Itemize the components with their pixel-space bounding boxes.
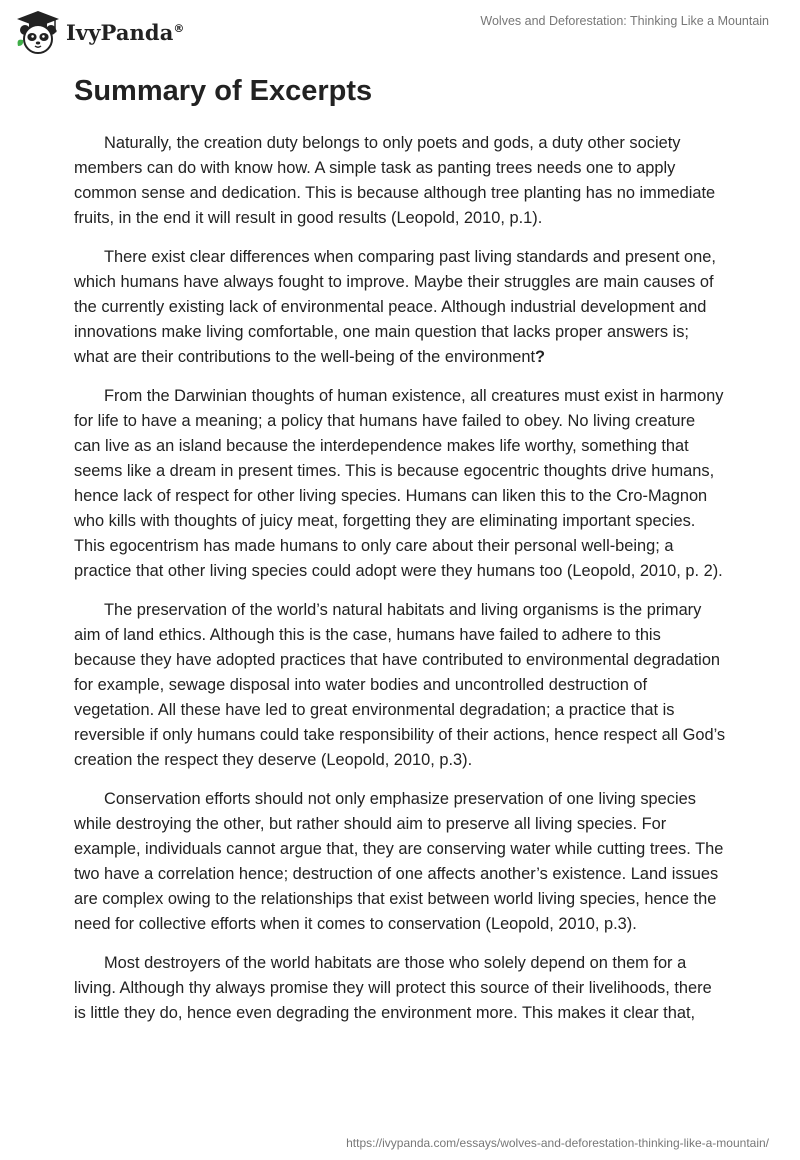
paragraph-2 <box>74 245 726 370</box>
document-title: Wolves and Deforestation: Thinking Like a Mountain <box>480 14 769 28</box>
paragraph-4: The preservation of the world’s natural habitats and living organisms is the primary aim of land ethics. Although this is the case, humans have failed to adhere to this because they have adopted practices that have contributed to environmental degradation for example, sewage disposal into water bodies and uncontrolled destruction of vegetation. All these have led to great environmental degradation; a practice that is reversible if only humans could take responsibility of their actions, hence respect all God’s creation the respect they deserve (Leopold, 2010, p.3). <box>74 601 726 769</box>
ivypanda-logo[interactable] <box>14 8 185 56</box>
registered-mark: ® <box>173 21 185 35</box>
source-url[interactable]: https://ivypanda.com/essays/wolves-and-deforestation-thinking-like-a-mountain/ <box>346 1136 769 1150</box>
question-mark: ? <box>535 348 546 366</box>
brand-name: IvyPanda® <box>66 19 185 45</box>
paragraph-5: Conservation efforts should not only emphasize preservation of one living species while destroying the other, but rather should aim to preserve all living species. For example, individuals cannot argue that, they are conserving water while cutting trees. The two have a correlation hence; destruction of one affects another’s existence. Land issues are complex owing to the relationships that exist between world living species, hence the need for collective efforts when it comes to conservation (Leopold, 2010, p.3). <box>74 790 724 933</box>
paragraph-6: Most destroyers of the world habitats are those who solely depend on them for a living. Although thy always promise they will protect this source of their livelihoods, there is little they do, hence even degrading the environment more. This makes it clear that, <box>74 954 712 1022</box>
paragraph-2-text: There exist clear differences when comparing past living standards and present one, which humans have always fought to improve. Maybe their struggles are main causes of the currently existing lack of environmental peace. Although industrial development and innovations make living comfortable, one main question that lacks proper answers is; what are their contributions to the well-being of the environment <box>74 248 716 366</box>
panda-graduate-icon <box>14 8 62 56</box>
paragraph-1: Naturally, the creation duty belongs to only poets and gods, a duty other society members can do with know how. A simple task as panting trees needs one to apply common sense and dedication. This is because although tree planting has no immediate fruits, in the end it will result in good results (Leopold, 2010, p.1). <box>74 134 716 227</box>
page-header <box>0 0 800 60</box>
section-heading: Summary of Excerpts <box>74 75 373 107</box>
essay-content <box>74 72 726 1040</box>
paragraph-3: From the Darwinian thoughts of human existence, all creatures must exist in harmony for life to have a meaning; a policy that humans have failed to obey. No living creature can live as an island because the interdependence makes life worthy, something that seems like a dream in present times. This is because egocentric thoughts drive humans, hence lack of respect for other living species. Humans can liken this to the Cro-Magnon who kills with thoughts of juicy meat, forgetting they are eliminating important species. This egocentrism has made humans to only care about their personal well-being; a practice that other living species could adopt were they humans too (Leopold, 2010, p. 2). <box>74 387 724 580</box>
